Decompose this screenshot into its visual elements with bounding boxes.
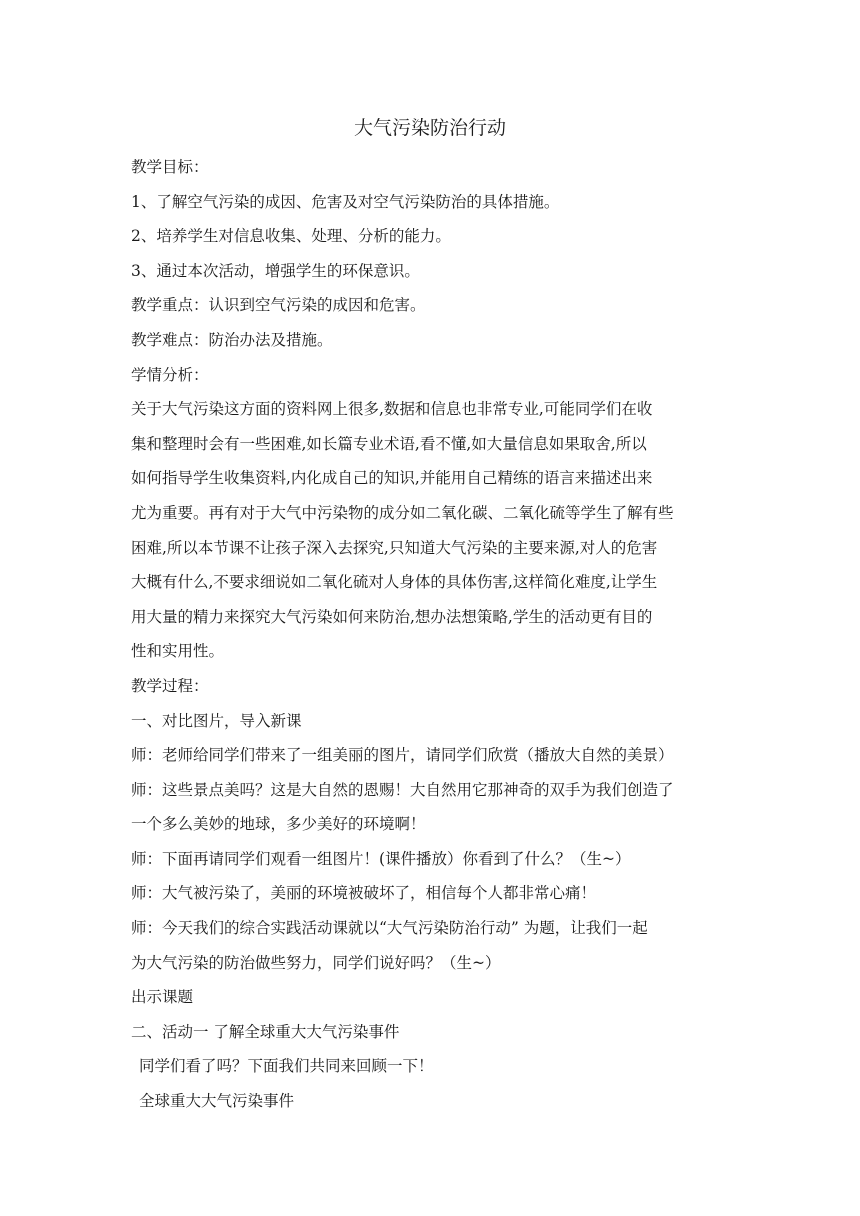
- dialog-line: 师：老师给同学们带来了一组美丽的图片，请同学们欣赏（播放大自然的美景）: [131, 746, 674, 765]
- dialog-line: 为大气污染的防治做些努力，同学们说好吗？（生~）: [131, 953, 501, 972]
- analysis-heading: 学情分析：: [131, 365, 209, 384]
- dialog-line: 师：大气被污染了，美丽的环境被破坏了，相信每个人都非常心痛！: [131, 884, 597, 903]
- events-heading: 全球重大大气污染事件: [139, 1092, 295, 1111]
- analysis-line: 关于大气污染这方面的资料网上很多,数据和信息也非常专业,可能同学们在收: [131, 400, 653, 419]
- analysis-line: 集和整理时会有一些困难,如长篇专业术语,看不懂,如大量信息如果取舍,所以: [131, 434, 647, 453]
- objective-item: 1、了解空气污染的成因、危害及对空气污染防治的具体措施。: [131, 192, 560, 211]
- section-heading: 二、活动一 了解全球重大大气污染事件: [131, 1022, 400, 1041]
- objectives-heading: 教学目标：: [131, 158, 209, 176]
- dialog-line: 师：今天我们的综合实践活动课就以“大气污染防治行动” 为题，让我们一起: [131, 919, 648, 938]
- dialog-line: 一个多么美妙的地球，多少美好的环境啊！: [131, 815, 426, 834]
- analysis-line: 尤为重要。再有对于大气中污染物的成分如二氧化碳、二氧化硫等学生了解有些: [131, 503, 674, 522]
- section-heading: 一、对比图片，导入新课: [131, 711, 302, 730]
- key-point: 教学重点：认识到空气污染的成因和危害。: [131, 296, 426, 315]
- analysis-line: 困难,所以本节课不让孩子深入去探究,只知道大气污染的主要来源,对人的危害: [131, 538, 658, 557]
- document-title: 大气污染防治行动: [353, 117, 506, 139]
- document-body: [131, 150, 733, 1119]
- objective-item: 2、培养学生对信息收集、处理、分析的能力。: [131, 227, 451, 246]
- review-line: 同学们看了吗？下面我们共同来回顾一下！: [139, 1057, 434, 1076]
- process-heading: 教学过程：: [131, 676, 209, 695]
- difficulty: 教学难点：防治办法及措施。: [131, 330, 333, 349]
- analysis-line: 如何指导学生收集资料,内化成自己的知识,并能用自己精练的语言来描述出来: [131, 469, 653, 488]
- objective-item: 3、通过本次活动，增强学生的环保意识。: [131, 261, 420, 280]
- analysis-line: 用大量的精力来探究大气污染如何来防治,想办法想策略,学生的活动更有目的: [131, 607, 653, 626]
- analysis-line: 性和实用性。: [131, 642, 225, 661]
- show-topic: 出示课题: [131, 988, 194, 1007]
- dialog-line: 师：下面再请同学们观看一组图片！(课件播放）你看到了什么？（生~）: [131, 849, 631, 868]
- analysis-line: 大概有什么,不要求细说如二氧化硫对人身体的具体伤害,这样简化难度,让学生: [131, 573, 658, 592]
- dialog-line: 师：这些景点美吗？这是大自然的恩赐！大自然用它那神奇的双手为我们创造了: [131, 780, 674, 799]
